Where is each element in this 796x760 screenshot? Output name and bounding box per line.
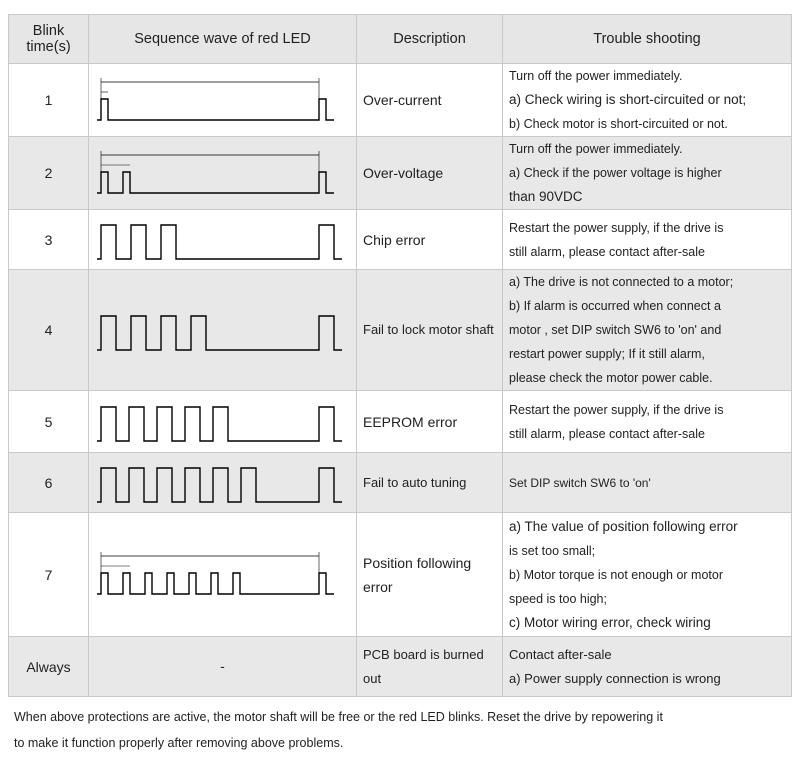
wave-cell	[89, 137, 357, 210]
led-wave-diagram	[93, 395, 351, 445]
trouble-line: speed is too high;	[509, 591, 607, 606]
table-row	[9, 137, 792, 210]
header-wave: Sequence wave of red LED	[89, 15, 357, 64]
waveform-path	[97, 573, 334, 594]
trouble-shooting	[503, 513, 792, 637]
led-wave-diagram	[93, 213, 351, 263]
trouble-line: is set too small;	[509, 543, 596, 558]
table-row	[9, 391, 792, 453]
blink-count: 7	[9, 513, 89, 637]
blink-count: 6	[9, 453, 89, 513]
led-wave-diagram	[93, 548, 351, 598]
trouble-line: still alarm, please contact after-sale	[509, 244, 705, 259]
blink-count: Always	[9, 637, 89, 697]
wave-cell	[89, 453, 357, 513]
led-wave-diagram	[93, 456, 351, 506]
trouble-line: Turn off the power immediately.	[509, 69, 683, 83]
description: PCB board is burned out	[357, 637, 503, 697]
trouble-line: Set DIP switch SW6 to 'on'	[509, 475, 651, 490]
description: Fail to lock motor shaft	[357, 270, 503, 391]
waveform-path	[97, 99, 334, 120]
trouble-line: please check the motor power cable.	[509, 371, 713, 385]
wave-cell	[89, 391, 357, 453]
led-wave-diagram	[93, 147, 351, 197]
trouble-shooting	[503, 64, 792, 137]
trouble-shooting	[503, 210, 792, 270]
waveform-path	[97, 172, 334, 193]
blink-count: 2	[9, 137, 89, 210]
description: EEPROM error	[357, 391, 503, 453]
trouble-line: Restart the power supply, if the drive is	[509, 402, 724, 417]
waveform-path	[97, 225, 342, 259]
description: Fail to auto tuning	[357, 453, 503, 513]
alarm-table	[8, 14, 792, 697]
table-row	[9, 637, 792, 697]
trouble-line: a) Power supply connection is wrong	[509, 670, 721, 686]
wave-cell	[89, 513, 357, 637]
led-wave-diagram	[93, 304, 351, 354]
trouble-line: a) Check wiring is short-circuited or not;	[509, 92, 747, 107]
trouble-line: restart power supply; If it still alarm,	[509, 347, 705, 361]
trouble-shooting	[503, 137, 792, 210]
wave-cell	[89, 64, 357, 137]
led-wave-diagram	[93, 74, 351, 124]
trouble-line: motor , set DIP switch SW6 to 'on' and	[509, 323, 722, 337]
trouble-line: a) The value of position following error	[509, 518, 738, 534]
trouble-line: a) The drive is not connected to a motor;	[509, 275, 734, 289]
blink-count: 4	[9, 270, 89, 391]
trouble-line: b) If alarm is occurred when connect a	[509, 299, 721, 313]
description: Position following error	[357, 513, 503, 637]
table-row	[9, 64, 792, 137]
table-header-row	[9, 15, 792, 64]
footer-note	[14, 704, 784, 756]
trouble-line: than 90VDC	[509, 189, 583, 204]
trouble-line: a) Check if the power voltage is higher	[509, 166, 722, 180]
trouble-line: b) Motor torque is not enough or motor	[509, 567, 724, 582]
blink-count: 3	[9, 210, 89, 270]
table-row	[9, 513, 792, 637]
blink-count: 1	[9, 64, 89, 137]
trouble-line: Contact after-sale	[509, 646, 612, 662]
trouble-shooting	[503, 453, 792, 513]
trouble-line: c) Motor wiring error, check wiring	[509, 614, 711, 630]
header-blink: Blink time(s)	[9, 15, 89, 64]
trouble-line: b) Check motor is short-circuited or not.	[509, 117, 728, 131]
table-row	[9, 270, 792, 391]
wave-placeholder: -	[220, 659, 225, 674]
table-row	[9, 210, 792, 270]
footer-line: When above protections are active, the motor shaft will be free or the red LED blinks. Reset the drive by repowering it	[14, 710, 663, 724]
wave-cell	[89, 210, 357, 270]
description: Chip error	[357, 210, 503, 270]
header-description: Description	[357, 15, 503, 64]
trouble-line: Restart the power supply, if the drive is	[509, 220, 724, 235]
trouble-line: Turn off the power immediately.	[509, 142, 683, 156]
waveform-path	[97, 316, 342, 350]
wave-cell	[89, 270, 357, 391]
trouble-shooting	[503, 637, 792, 697]
header-trouble: Trouble shooting	[503, 15, 792, 64]
trouble-shooting	[503, 391, 792, 453]
trouble-shooting	[503, 270, 792, 391]
waveform-path	[97, 407, 342, 441]
description: Over-voltage	[357, 137, 503, 210]
table-row	[9, 453, 792, 513]
trouble-line: still alarm, please contact after-sale	[509, 426, 705, 441]
wave-cell	[89, 637, 357, 697]
footer-line: to make it function properly after removing above problems.	[14, 736, 344, 750]
description: Over-current	[357, 64, 503, 137]
blink-count: 5	[9, 391, 89, 453]
waveform-path	[97, 468, 342, 502]
